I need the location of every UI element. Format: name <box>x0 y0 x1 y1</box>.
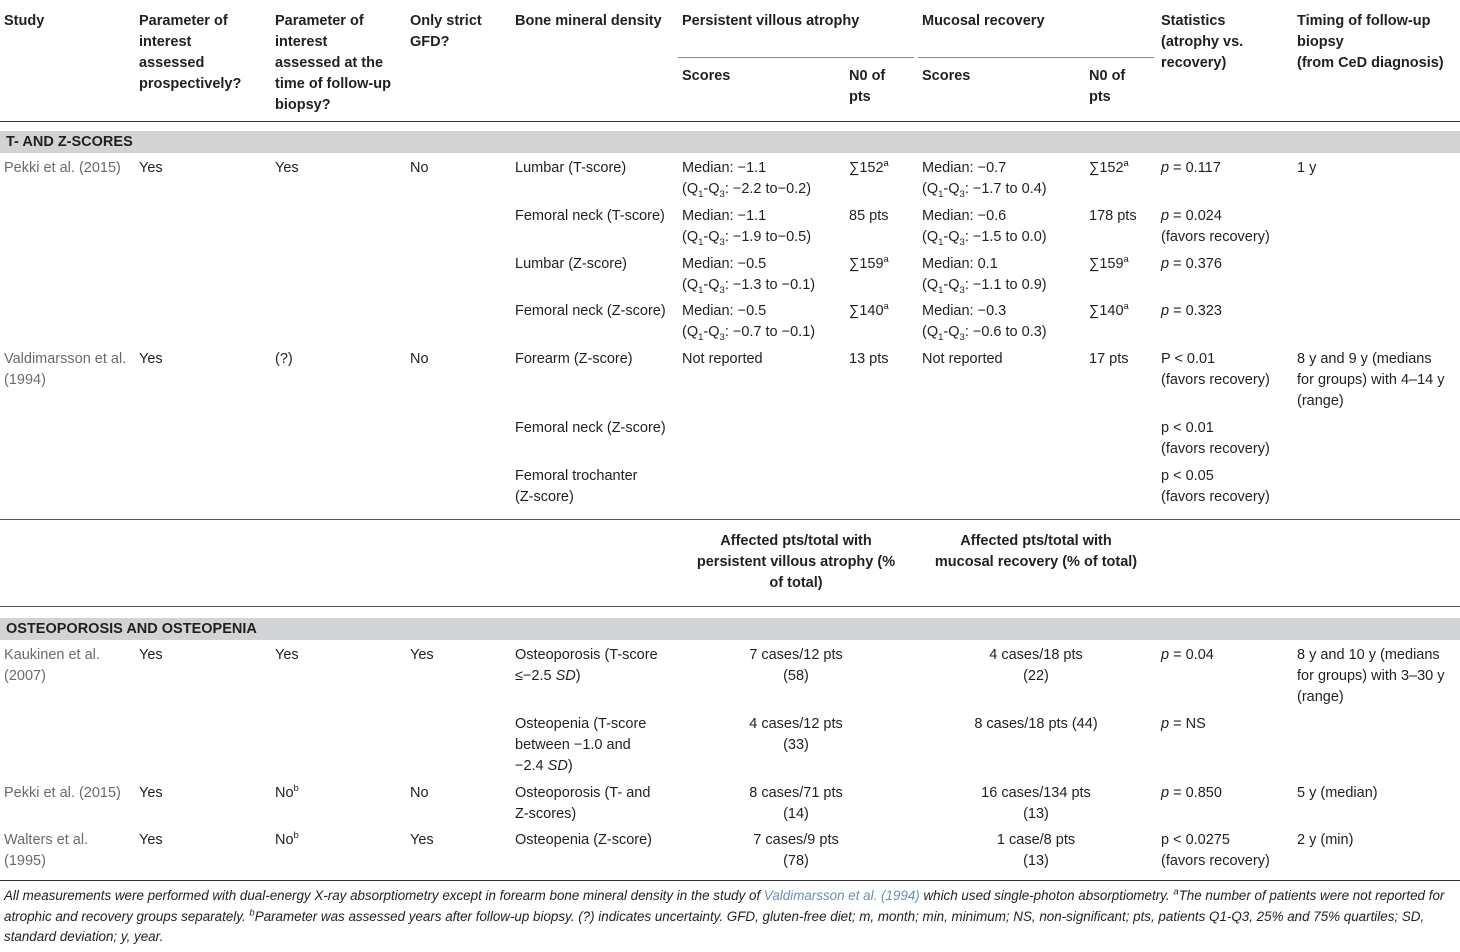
atrophy-scores: Median: −1.1 <box>682 208 767 224</box>
bmd-site: −2.4 SD) <box>515 758 573 774</box>
prospective-value: Yes <box>139 647 163 663</box>
atrophy-affected: 7 cases/9 pts <box>753 832 839 848</box>
recovery-n: 17 pts <box>1089 351 1129 367</box>
recovery-scores: ($Q_1-Q_3$: −1.5 to 0.0) <box>922 229 1047 248</box>
mid-header-recovery: mucosal recovery (% of total) <box>934 554 1138 570</box>
recovery-affected: (22) <box>1023 668 1049 684</box>
bmd-site: Z-scores) <box>515 806 577 822</box>
header-strict-gfd: Only strict <box>410 13 482 29</box>
recovery-affected: (13) <box>1023 853 1049 869</box>
footnote-reference-link[interactable]: Valdimarsson et al. (1994) <box>763 888 920 903</box>
footnote-mark-a: a <box>1173 886 1179 898</box>
atrophy-header-rule <box>678 57 914 58</box>
statistics-value: p = 0.117 <box>1161 160 1221 176</box>
timing-value: 1 y <box>1297 160 1317 176</box>
recovery-n: ∑140$^a$ <box>1089 301 1129 319</box>
statistics-value: p = 0.04 <box>1161 647 1214 663</box>
atrophy-affected: (78) <box>783 853 809 869</box>
header-statistics: Statistics <box>1161 13 1226 29</box>
recovery-n: ∑159$^a$ <box>1089 254 1129 272</box>
bmd-site: Lumbar (Z-score) <box>515 256 627 272</box>
atrophy-n: ∑140$^a$ <box>849 301 889 319</box>
study-name: (2007) <box>4 668 46 684</box>
recovery-scores: ($Q_1-Q_3$: −1.7 to 0.4) <box>922 181 1047 200</box>
atrophy-scores: ($Q_1-Q_3$: −2.2 to−0.2) <box>682 181 812 200</box>
statistics-value: (favors recovery) <box>1161 229 1270 245</box>
header-at-followup: interest <box>275 34 328 50</box>
header-atrophy-n: N0 of <box>849 68 886 84</box>
header-timing: (from CeD diagnosis) <box>1297 55 1444 71</box>
recovery-scores: Median: −0.3 <box>922 303 1007 319</box>
bmd-site: Osteopenia (T-score <box>515 716 647 732</box>
section-band-osteoporosis <box>0 618 1460 640</box>
header-statistics: recovery) <box>1161 55 1227 71</box>
header-bottom-rule <box>0 121 1460 122</box>
recovery-scores: ($Q_1-Q_3$: −0.6 to 0.3) <box>922 324 1047 343</box>
statistics-value: p = 0.323 <box>1161 303 1222 319</box>
atrophy-affected: 8 cases/71 pts <box>749 785 843 801</box>
recovery-header-rule <box>918 57 1154 58</box>
atrophy-scores: ($Q_1-Q_3$: −0.7 to −0.1) <box>682 324 816 343</box>
statistics-value: (favors recovery) <box>1161 441 1270 457</box>
footnote-text-2: which used single-photon absorptiometry. <box>923 888 1170 903</box>
statistics-value: p < 0.05 <box>1161 468 1214 484</box>
bmd-site: Osteopenia (Z-score) <box>515 832 652 848</box>
timing-value: for groups) with 4–14 y <box>1297 372 1445 388</box>
statistics-value: p = NS <box>1161 716 1206 732</box>
bmd-site: Forearm (Z-score) <box>515 351 633 367</box>
header-recovery-n: N0 of <box>1089 68 1126 84</box>
bmd-site: ≤−2.5 SD) <box>515 668 581 684</box>
atrophy-affected: (33) <box>783 737 809 753</box>
footnote-text-1: All measurements were performed with dual-energy X-ray absorptiometry except in forearm bone mineral density in the study of <box>4 888 761 903</box>
header-recovery-scores: Scores <box>922 68 971 84</box>
recovery-scores: ($Q_1-Q_3$: −1.1 to 0.9) <box>922 277 1047 296</box>
statistics-value: (favors recovery) <box>1161 372 1270 388</box>
footnote-note-a: The number of patients were not reported for atrophic and recovery groups separately. <box>4 888 1445 924</box>
bmd-site: between −1.0 and <box>515 737 631 753</box>
recovery-n: ∑152$^a$ <box>1089 158 1129 176</box>
timing-value: 8 y and 10 y (medians <box>1297 647 1440 663</box>
prospective-value: Yes <box>139 785 163 801</box>
mid-rule-top <box>0 519 1460 520</box>
recovery-scores: Median: −0.7 <box>922 160 1007 176</box>
recovery-scores: Not reported <box>922 351 1003 367</box>
bmd-site: (Z-score) <box>515 489 574 505</box>
strict-gfd-value: No <box>410 351 429 367</box>
bmd-site: Femoral neck (Z-score) <box>515 420 666 436</box>
atrophy-scores: Median: −0.5 <box>682 303 767 319</box>
atrophy-affected: 4 cases/12 pts <box>749 716 843 732</box>
header-prospective: assessed <box>139 55 205 71</box>
atrophy-affected: (14) <box>783 806 809 822</box>
statistics-value: (favors recovery) <box>1161 853 1270 869</box>
mid-header-recovery: Affected pts/total with <box>960 533 1112 549</box>
at-followup-value: No$^b$ <box>275 830 299 848</box>
header-atrophy-n: pts <box>849 89 871 105</box>
header-statistics: (atrophy vs. <box>1161 34 1244 50</box>
strict-gfd-value: Yes <box>410 832 434 848</box>
recovery-scores: Median: −0.6 <box>922 208 1007 224</box>
prospective-value: Yes <box>139 832 163 848</box>
header-strict-gfd: GFD? <box>410 34 450 50</box>
timing-value: 8 y and 9 y (medians <box>1297 351 1432 367</box>
header-bmd: Bone mineral density <box>515 13 662 29</box>
atrophy-scores: Median: −0.5 <box>682 256 767 272</box>
prospective-value: Yes <box>139 160 163 176</box>
statistics-value: p = 0.024 <box>1161 208 1222 224</box>
atrophy-n: 85 pts <box>849 208 889 224</box>
at-followup-value: No$^b$ <box>275 783 299 801</box>
bmd-site: Lumbar (T-score) <box>515 160 627 176</box>
bmd-site: Osteoporosis (T- and <box>515 785 651 801</box>
study-name: Valdimarsson et al. <box>4 351 127 367</box>
atrophy-scores: Not reported <box>682 351 763 367</box>
atrophy-scores: ($Q_1-Q_3$: −1.9 to−0.5) <box>682 229 812 248</box>
recovery-affected: 8 cases/18 pts (44) <box>974 716 1098 732</box>
timing-value: (range) <box>1297 689 1344 705</box>
section-title-scores: T- AND Z-SCORES <box>6 134 133 150</box>
statistics-value: p < 0.0275 <box>1161 832 1230 848</box>
header-prospective: prospectively? <box>139 76 242 92</box>
atrophy-scores: ($Q_1-Q_3$: −1.3 to −0.1) <box>682 277 816 296</box>
recovery-affected: (13) <box>1023 806 1049 822</box>
timing-value: for groups) with 3–30 y <box>1297 668 1445 684</box>
study-name: (1995) <box>4 853 46 869</box>
section-title-osteoporosis: OSTEOPOROSIS AND OSTEOPENIA <box>6 621 257 637</box>
header-prospective: Parameter of <box>139 13 228 29</box>
recovery-affected: 1 case/8 pts <box>996 832 1076 848</box>
study-name: Pekki et al. (2015) <box>4 785 121 801</box>
timing-value: 5 y (median) <box>1297 785 1378 801</box>
header-at-followup: time of follow-up <box>275 76 391 92</box>
atrophy-affected: 7 cases/12 pts <box>749 647 843 663</box>
header-atrophy-group: Persistent villous atrophy <box>682 13 860 29</box>
statistics-value: p = 0.850 <box>1161 785 1222 801</box>
header-prospective: interest <box>139 34 192 50</box>
header-at-followup: Parameter of <box>275 13 364 29</box>
header-study: Study <box>4 13 45 29</box>
strict-gfd-value: No <box>410 160 429 176</box>
atrophy-n: ∑159$^a$ <box>849 254 889 272</box>
section-band-scores <box>0 131 1460 153</box>
timing-value: (range) <box>1297 393 1344 409</box>
mid-header-atrophy: Affected pts/total with <box>720 533 872 549</box>
bmd-site: Femoral neck (T-score) <box>515 208 665 224</box>
recovery-affected: 4 cases/18 pts <box>989 647 1083 663</box>
header-timing: Timing of follow-up <box>1297 13 1431 29</box>
atrophy-n: ∑152$^a$ <box>849 158 889 176</box>
at-followup-value: (?) <box>275 351 293 367</box>
mid-rule-bottom <box>0 606 1460 607</box>
recovery-n: 178 pts <box>1089 208 1137 224</box>
at-followup-value: Yes <box>275 647 299 663</box>
prospective-value: Yes <box>139 351 163 367</box>
atrophy-n: 13 pts <box>849 351 889 367</box>
bmd-site: Osteoporosis (T-score <box>515 647 658 663</box>
header-at-followup: biopsy? <box>275 97 331 113</box>
header-recovery-n: pts <box>1089 89 1111 105</box>
strict-gfd-value: Yes <box>410 647 434 663</box>
study-name: (1994) <box>4 372 46 388</box>
strict-gfd-value: No <box>410 785 429 801</box>
header-atrophy-scores: Scores <box>682 68 731 84</box>
header-at-followup: assessed at the <box>275 55 384 71</box>
statistics-value: p < 0.01 <box>1161 420 1214 436</box>
timing-value: 2 y (min) <box>1297 832 1354 848</box>
study-name: Walters et al. <box>4 832 89 848</box>
footnote-mark-b: b <box>249 907 255 919</box>
recovery-affected: 16 cases/134 pts <box>981 785 1091 801</box>
at-followup-value: Yes <box>275 160 299 176</box>
bmd-site: Femoral trochanter <box>515 468 638 484</box>
study-name: Kaukinen et al. <box>4 647 100 663</box>
statistics-value: P < 0.01 <box>1161 351 1216 367</box>
recovery-scores: Median: 0.1 <box>922 256 998 272</box>
header-recovery-group: Mucosal recovery <box>922 13 1045 29</box>
table-bottom-rule <box>0 880 1460 881</box>
atrophy-scores: Median: −1.1 <box>682 160 767 176</box>
statistics-value: p = 0.376 <box>1161 256 1222 272</box>
mid-header-atrophy: persistent villous atrophy (% <box>696 554 896 570</box>
footnote-note-b: Parameter was assessed years after follow-up biopsy. (?) indicates uncertainty. GFD, gluten-free diet; m, month; min, minimum; NS, non-significant; pts, patients Q1-Q3, 25% and 75% quartiles; SD, standard deviation; y, year. <box>4 908 1425 944</box>
header-timing: biopsy <box>1297 34 1344 50</box>
study-name: Pekki et al. (2015) <box>4 160 121 176</box>
table-footnote <box>4 886 1456 948</box>
statistics-value: (favors recovery) <box>1161 489 1270 505</box>
mid-header-atrophy: of total) <box>769 575 823 591</box>
atrophy-affected: (58) <box>783 668 809 684</box>
bmd-site: Femoral neck (Z-score) <box>515 303 666 319</box>
